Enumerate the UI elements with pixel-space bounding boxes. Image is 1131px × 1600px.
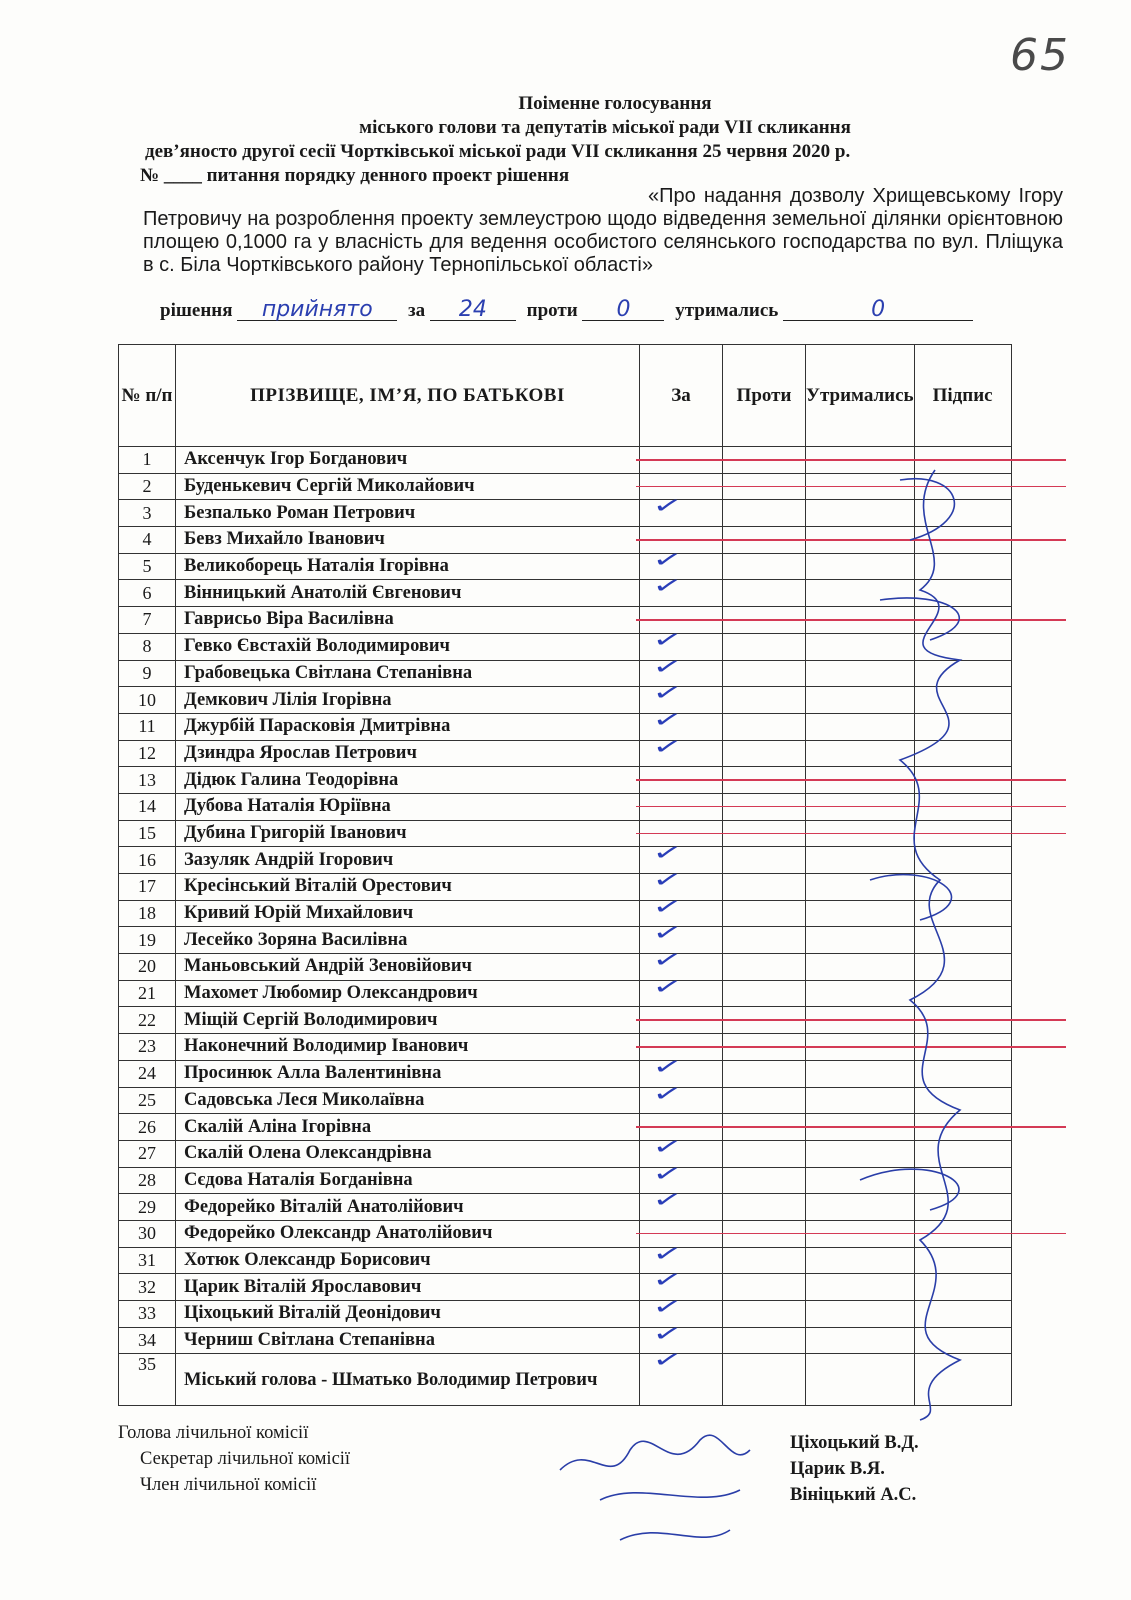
vote-against-cell	[723, 500, 806, 527]
table-row	[119, 1274, 1012, 1301]
vote-abstained-cell	[806, 900, 915, 927]
vote-against-cell	[723, 553, 806, 580]
table-row	[119, 847, 1012, 874]
absent-strike-line	[636, 833, 1066, 835]
deputy-name: Демкович Лілія Ігорівна	[176, 687, 640, 714]
table-row	[119, 1354, 1012, 1406]
check-mark-icon: ✓	[650, 1133, 684, 1161]
vote-for-cell	[640, 573, 723, 607]
role-secretary: Секретар лічильної комісії	[140, 1449, 351, 1469]
deputy-name: Скалій Аліна Ігорівна	[176, 1114, 640, 1141]
vote-abstained-cell	[806, 927, 915, 954]
table-row	[119, 713, 1012, 740]
vote-abstained-cell	[806, 874, 915, 901]
table-row	[119, 1140, 1012, 1167]
absent-strike-line	[636, 459, 1066, 461]
signature-cell	[914, 847, 1011, 874]
row-number: 23	[119, 1034, 176, 1061]
vote-against-cell	[723, 1327, 806, 1354]
vote-against-cell	[723, 900, 806, 927]
vote-against-cell	[723, 927, 806, 954]
check-mark-icon: ✓	[650, 573, 684, 601]
check-mark-icon: ✓	[650, 840, 684, 868]
deputy-name: Дубова Наталія Юріївна	[176, 793, 640, 820]
row-number: 15	[119, 820, 176, 847]
row-number: 1	[119, 447, 176, 474]
header-abstained: Утримались	[806, 345, 915, 447]
signature-cell	[914, 1274, 1011, 1301]
vote-against-cell	[723, 660, 806, 687]
table-row	[119, 633, 1012, 660]
deputy-name: Сєдова Наталія Богданівна	[176, 1167, 640, 1194]
deputy-name: Джурбій Парасковія Дмитрівна	[176, 713, 640, 740]
signature-cell	[914, 500, 1011, 527]
signature-cell	[914, 553, 1011, 580]
deputy-name: Буденькевич Сергій Миколайович	[176, 473, 640, 500]
check-mark-icon: ✓	[650, 947, 684, 974]
table-row	[119, 1060, 1012, 1087]
check-mark-icon: ✓	[650, 1187, 684, 1215]
vote-abstained-cell	[806, 553, 915, 580]
table-row	[119, 900, 1012, 927]
header-for: За	[640, 345, 723, 447]
header-line-4: № ____ питання порядку денного проект рішення	[140, 165, 570, 186]
vote-abstained-cell	[806, 1194, 915, 1221]
vote-for-cell	[640, 973, 723, 1007]
deputy-name: Махомет Любомир Олександрович	[176, 980, 640, 1007]
header-num: № п/п	[119, 345, 176, 447]
vote-abstained-cell	[806, 713, 915, 740]
check-mark-icon: ✓	[650, 546, 684, 574]
check-mark-icon: ✓	[650, 920, 684, 948]
header-line-3: дев’яносто другої сесії Чортківської міської ради VII скликання 25 червня 2020 р.	[145, 141, 851, 162]
vote-for-cell	[640, 1347, 723, 1406]
vote-for-cell	[640, 793, 723, 820]
vote-against-cell	[723, 1247, 806, 1274]
vote-abstained-cell	[806, 500, 915, 527]
absent-strike-line	[636, 779, 1066, 781]
vote-abstained-cell	[806, 687, 915, 714]
row-number: 27	[119, 1140, 176, 1167]
row-number: 34	[119, 1327, 176, 1354]
commission-signatures	[560, 1435, 750, 1540]
check-mark-icon: ✓	[650, 1160, 684, 1188]
signature-cell	[914, 1060, 1011, 1087]
header-line-2: міського голови та депутатів міської ради VII скликання	[359, 117, 851, 138]
signature-cell	[914, 954, 1011, 981]
table-row	[119, 740, 1012, 767]
check-mark-icon: ✓	[650, 1320, 684, 1348]
project-description: «Про надання дозволу Хрищевському Ігору Петровичу на розроблення проекту землеустрою щодо відведення земельної ділянки орієнтовною площею 0,1000 га у власність для ведення особистого селянського господарства по вул. Пліщука в с. Біла Чортківського району Тернопільської області»	[143, 185, 1063, 276]
deputy-name: Дубина Григорій Іванович	[176, 820, 640, 847]
vote-against-cell	[723, 1167, 806, 1194]
vote-abstained-cell	[806, 1087, 915, 1114]
deputy-name: Кресінський Віталій Орестович	[176, 874, 640, 901]
table-row	[119, 1007, 1012, 1034]
absent-strike-line	[636, 806, 1066, 808]
table-row	[119, 1114, 1012, 1141]
row-number: 19	[119, 927, 176, 954]
vote-for-cell	[640, 767, 723, 794]
row-number: 3	[119, 500, 176, 527]
signature-cell	[914, 874, 1011, 901]
table-row	[119, 447, 1012, 474]
for-value: 24	[430, 300, 516, 321]
absent-strike-line	[636, 1019, 1066, 1021]
absent-strike-line	[636, 1126, 1066, 1128]
check-mark-icon: ✓	[650, 867, 684, 894]
absent-strike-line	[636, 486, 1066, 488]
deputy-name: Федорейко Віталій Анатолійович	[176, 1194, 640, 1221]
vote-against-cell	[723, 633, 806, 660]
check-mark-icon: ✓	[650, 680, 684, 708]
signature-cell	[914, 1301, 1011, 1328]
document-title: Поіменне голосування	[518, 93, 712, 114]
signature-cell	[914, 740, 1011, 767]
absent-strike-line	[636, 619, 1066, 621]
table-row	[119, 1301, 1012, 1328]
header-name: ПРІЗВИЩЕ, ІМ’Я, ПО БАТЬКОВІ	[176, 345, 640, 447]
deputy-name: Черниш Світлана Степанівна	[176, 1327, 640, 1354]
row-number: 32	[119, 1274, 176, 1301]
signature-cell	[914, 900, 1011, 927]
deputy-name: Кривий Юрій Михайлович	[176, 900, 640, 927]
name-secretary: Царик В.Я.	[790, 1459, 885, 1479]
vote-abstained-cell	[806, 1327, 915, 1354]
vote-against-cell	[723, 1194, 806, 1221]
check-mark-icon: ✓	[650, 653, 684, 681]
table-row	[119, 580, 1012, 607]
check-mark-icon: ✓	[650, 1267, 684, 1295]
header-against: Проти	[723, 345, 806, 447]
deputy-name: Міський голова - Шматько Володимир Петрович	[176, 1354, 640, 1406]
vote-abstained-cell	[806, 1060, 915, 1087]
signature-cell	[914, 1327, 1011, 1354]
table-row	[119, 1167, 1012, 1194]
signature-cell	[914, 1247, 1011, 1274]
row-number: 6	[119, 580, 176, 607]
vote-for-cell	[640, 733, 723, 767]
row-number: 8	[119, 633, 176, 660]
deputy-name: Зазуляк Андрій Ігорович	[176, 847, 640, 874]
table-row	[119, 1220, 1012, 1247]
table-row	[119, 874, 1012, 901]
signature-cell	[914, 1167, 1011, 1194]
signature-cell	[914, 927, 1011, 954]
signature-cell	[914, 580, 1011, 607]
row-number: 7	[119, 607, 176, 634]
signature-cell	[914, 1140, 1011, 1167]
signature-cell	[914, 1354, 1011, 1406]
check-mark-icon: ✓	[650, 1347, 684, 1375]
deputy-name: Дідюк Галина Теодорівна	[176, 767, 640, 794]
check-mark-icon: ✓	[650, 893, 684, 921]
decision-value: прийнято	[237, 300, 397, 321]
row-number: 31	[119, 1247, 176, 1274]
against-label: проти	[526, 300, 578, 321]
vote-for-cell	[640, 1080, 723, 1114]
signature-cell	[914, 633, 1011, 660]
check-mark-icon: ✓	[650, 706, 684, 734]
vote-abstained-cell	[806, 1354, 915, 1406]
vote-against-cell	[723, 687, 806, 714]
vote-against-cell	[723, 874, 806, 901]
decision-label: рішення	[160, 300, 233, 321]
vote-abstained-cell	[806, 660, 915, 687]
row-number: 35	[119, 1354, 176, 1406]
deputy-name: Гевко Євстахій Володимирович	[176, 633, 640, 660]
check-mark-icon: ✓	[650, 973, 684, 1001]
deputy-name: Грабовецька Світлана Степанівна	[176, 660, 640, 687]
commission-roles	[118, 1420, 350, 1498]
check-mark-icon: ✓	[650, 1080, 684, 1108]
vote-against-cell	[723, 954, 806, 981]
deputy-name: Хотюк Олександр Борисович	[176, 1247, 640, 1274]
signature-cell	[914, 687, 1011, 714]
deputy-name: Маньовський Андрій Зеновійович	[176, 954, 640, 981]
row-number: 25	[119, 1087, 176, 1114]
row-number: 9	[119, 660, 176, 687]
row-number: 18	[119, 900, 176, 927]
deputy-name: Садовська Леся Миколаївна	[176, 1087, 640, 1114]
table-row	[119, 473, 1012, 500]
absent-strike-line	[636, 1233, 1066, 1235]
deputy-name: Ціхоцький Віталій Деонідович	[176, 1301, 640, 1328]
against-value: 0	[582, 300, 664, 321]
row-number: 12	[119, 740, 176, 767]
vote-against-cell	[723, 847, 806, 874]
row-number: 24	[119, 1060, 176, 1087]
deputy-name: Наконечний Володимир Іванович	[176, 1034, 640, 1061]
table-row	[119, 954, 1012, 981]
row-number: 16	[119, 847, 176, 874]
table-header-row	[119, 345, 1012, 447]
table-row	[119, 980, 1012, 1007]
deputy-name: Великоборець Наталія Ігорівна	[176, 553, 640, 580]
table-row	[119, 607, 1012, 634]
absent-strike-line	[636, 1046, 1066, 1048]
page-number: 65	[1010, 30, 1070, 81]
row-number: 21	[119, 980, 176, 1007]
vote-for-cell	[640, 1007, 723, 1034]
table-row	[119, 660, 1012, 687]
check-mark-icon: ✓	[650, 1240, 684, 1268]
table-row	[119, 1194, 1012, 1221]
vote-against-cell	[723, 1140, 806, 1167]
vote-against-cell	[723, 1354, 806, 1406]
name-member: Вініцький А.С.	[790, 1485, 917, 1505]
deputy-name: Просинюк Алла Валентинівна	[176, 1060, 640, 1087]
row-number: 13	[119, 767, 176, 794]
row-number: 5	[119, 553, 176, 580]
vote-abstained-cell	[806, 847, 915, 874]
check-mark-icon: ✓	[650, 1294, 684, 1321]
vote-abstained-cell	[806, 633, 915, 660]
project-text	[143, 185, 1063, 277]
vote-abstained-cell	[806, 580, 915, 607]
vote-for-cell	[640, 1187, 723, 1221]
vote-abstained-cell	[806, 1274, 915, 1301]
vote-table	[118, 344, 1012, 1406]
vote-abstained-cell	[806, 954, 915, 981]
document-header	[130, 92, 1060, 188]
table-row	[119, 1087, 1012, 1114]
row-number: 22	[119, 1007, 176, 1034]
table-row	[119, 1247, 1012, 1274]
vote-against-cell	[723, 980, 806, 1007]
row-number: 33	[119, 1301, 176, 1328]
deputy-name: Бевз Михайло Іванович	[176, 527, 640, 554]
table-row	[119, 927, 1012, 954]
deputy-name: Вінницький Анатолій Євгенович	[176, 580, 640, 607]
table-row	[119, 767, 1012, 794]
row-number: 10	[119, 687, 176, 714]
deputy-name: Міщій Сергій Володимирович	[176, 1007, 640, 1034]
signature-cell	[914, 660, 1011, 687]
row-number: 30	[119, 1220, 176, 1247]
deputy-name: Гаврисьо Віра Василівна	[176, 607, 640, 634]
signature-cell	[914, 713, 1011, 740]
abstained-label: утримались	[675, 300, 779, 321]
deputy-name: Царик Віталій Ярославович	[176, 1274, 640, 1301]
commission-names	[790, 1430, 919, 1508]
row-number: 20	[119, 954, 176, 981]
deputy-name: Скалій Олена Олександрівна	[176, 1140, 640, 1167]
vote-abstained-cell	[806, 1247, 915, 1274]
vote-abstained-cell	[806, 1301, 915, 1328]
check-mark-icon: ✓	[650, 493, 684, 521]
vote-for-cell	[640, 493, 723, 527]
vote-against-cell	[723, 1301, 806, 1328]
vote-against-cell	[723, 580, 806, 607]
table-row	[119, 793, 1012, 820]
for-label: за	[408, 300, 426, 321]
check-mark-icon: ✓	[650, 626, 684, 654]
table-row	[119, 527, 1012, 554]
name-chair: Ціхоцький В.Д.	[790, 1433, 919, 1453]
role-member: Член лічильної комісії	[140, 1475, 317, 1495]
vote-abstained-cell	[806, 980, 915, 1007]
vote-for-cell	[640, 447, 723, 474]
table-row	[119, 687, 1012, 714]
header-signature: Підпис	[914, 345, 1011, 447]
vote-abstained-cell	[806, 740, 915, 767]
row-number: 11	[119, 713, 176, 740]
table-row	[119, 1327, 1012, 1354]
vote-against-cell	[723, 1087, 806, 1114]
vote-abstained-cell	[806, 1167, 915, 1194]
table-row	[119, 820, 1012, 847]
vote-result	[160, 297, 973, 322]
check-mark-icon: ✓	[650, 733, 684, 761]
abstained-value: 0	[783, 300, 973, 321]
vote-against-cell	[723, 1274, 806, 1301]
deputy-name: Лесейко Зоряна Василівна	[176, 927, 640, 954]
absent-strike-line	[636, 539, 1066, 541]
row-number: 26	[119, 1114, 176, 1141]
row-number: 2	[119, 473, 176, 500]
row-number: 29	[119, 1194, 176, 1221]
table-row	[119, 553, 1012, 580]
table-row	[119, 1034, 1012, 1061]
row-number: 28	[119, 1167, 176, 1194]
deputy-name: Федорейко Олександр Анатолійович	[176, 1220, 640, 1247]
check-mark-icon: ✓	[650, 1053, 684, 1081]
signature-cell	[914, 980, 1011, 1007]
row-number: 14	[119, 793, 176, 820]
row-number: 17	[119, 874, 176, 901]
deputy-name: Дзиндра Ярослав Петрович	[176, 740, 640, 767]
role-chair: Голова лічильної комісії	[118, 1423, 309, 1443]
vote-against-cell	[723, 740, 806, 767]
vote-abstained-cell	[806, 1140, 915, 1167]
table-row	[119, 500, 1012, 527]
vote-against-cell	[723, 1060, 806, 1087]
row-number: 4	[119, 527, 176, 554]
vote-against-cell	[723, 713, 806, 740]
signature-cell	[914, 1087, 1011, 1114]
deputy-name: Аксенчук Ігор Богданович	[176, 447, 640, 474]
signature-cell	[914, 1194, 1011, 1221]
deputy-name: Безпалько Роман Петрович	[176, 500, 640, 527]
